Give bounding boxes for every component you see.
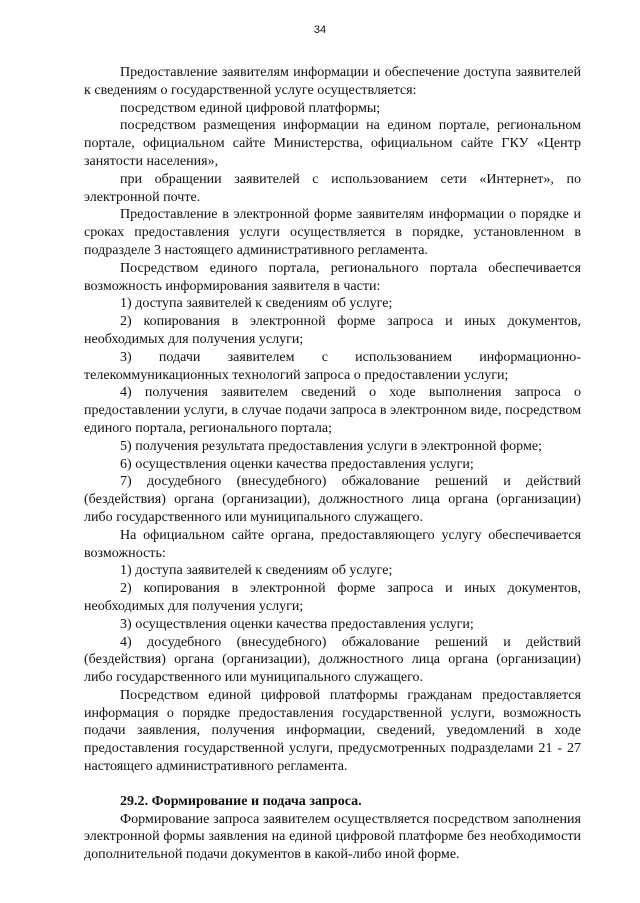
list-item: 2) копирования в электронной форме запроса и иных документов, необходимых для получения услуги; bbox=[84, 580, 581, 614]
list-item: 2) копирования в электронной форме запроса и иных документов, необходимых для получения услуги; bbox=[84, 313, 581, 347]
paragraph: при обращении заявителей с использованием сети «Интернет», по электронной почте. bbox=[84, 170, 581, 205]
list-item: 1) доступа заявителей к сведениям об услуге; bbox=[120, 295, 393, 312]
list-item: 3) подачи заявителем с использованием информационно-телекоммуникационных технологий запроса о предоставлении услуги; bbox=[84, 348, 581, 383]
list-item: 3) осуществления оценки качества предоставления услуги; bbox=[120, 615, 474, 632]
paragraph: Предоставление заявителям информации и обеспечение доступа заявителей к сведениям о государственной услуге осуществляется: bbox=[84, 64, 581, 98]
list-item: 6) осуществления оценки качества предоставления услуги; bbox=[120, 455, 474, 472]
paragraph: посредством размещения информации на едином портале, региональном портале, официальном сайте Министерства, официальном сайте ГКУ «Центр занятости населения», bbox=[84, 117, 581, 169]
section-heading: 29.2. Формирование и подача запроса. bbox=[120, 792, 362, 809]
paragraph: посредством единой цифровой платформы; bbox=[120, 99, 381, 116]
list-item: 4) получения заявителем сведений о ходе выполнения запроса о предоставлении услуги, в случае подачи запроса в электронном виде, посредством единого портала, регионального портала; bbox=[84, 384, 581, 436]
document-body bbox=[84, 64, 581, 864]
paragraph: Предоставление в электронной форме заявителям информации о порядке и сроках предоставления услуги осуществляется в порядке, установленном в подразделе 3 настоящего административного регламента. bbox=[84, 206, 581, 258]
paragraph: Посредством единой цифровой платформы гражданам предоставляется информация о порядке предоставления государственной услуги, возможность подачи заявления, получения информации, сведений, уведомлений в ходе предоставления государственной услуги, предусмотренных подразделами 21 - 27 настоящего административного регламента. bbox=[84, 686, 581, 775]
paragraph: Формирование запроса заявителем осуществляется посредством заполнения электронной формы заявления на единой цифровой платформе без необходимости дополнительной подачи документов в какой-либо иной форме. bbox=[84, 810, 581, 863]
spacer bbox=[84, 776, 581, 793]
paragraph: На официальном сайте органа, предоставляющего услугу обеспечивается возможность: bbox=[84, 526, 581, 561]
list-item: 7) досудебного (внесудебного) обжалование решений и действий (бездействия) органа (организации), должностного лица органа (организации) либо государственного или муниципального служащего. bbox=[84, 473, 581, 525]
page-number: 34 bbox=[313, 24, 327, 36]
list-item: 5) получения результата предоставления услуги в электронной форме; bbox=[120, 437, 542, 454]
list-item: 1) доступа заявителей к сведениям об услуге; bbox=[120, 562, 393, 579]
list-item: 4) досудебного (внесудебного) обжалование решений и действий (бездействия) органа (организации), должностного лица органа (организации) либо государственного или муниципального служащего. bbox=[84, 633, 581, 686]
paragraph: Посредством единого портала, регионального портала обеспечивается возможность информирования заявителя в части: bbox=[84, 259, 581, 294]
